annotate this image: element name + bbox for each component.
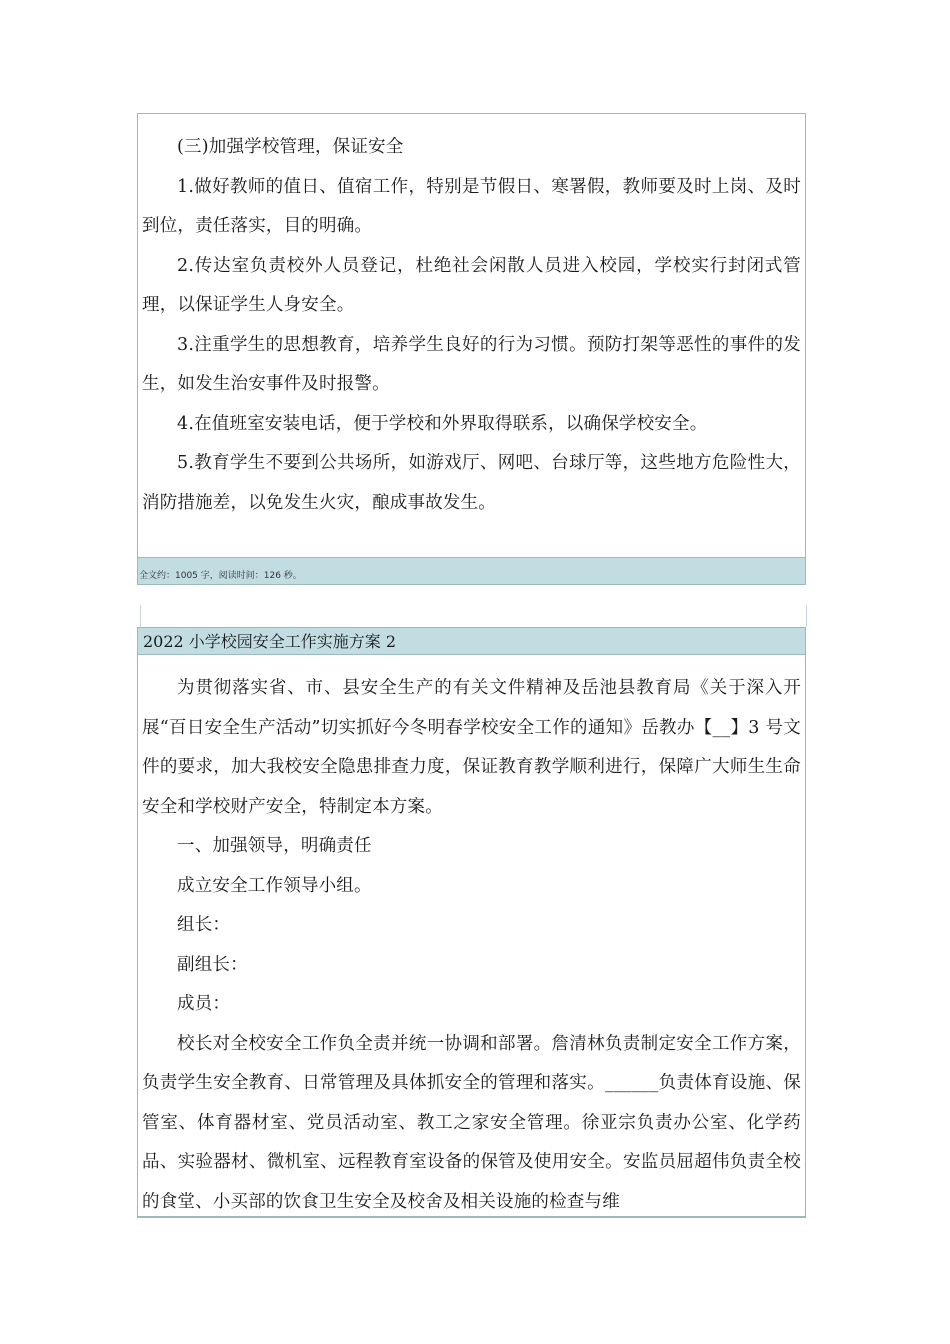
- paragraph: 校长对全校安全工作负全责并统一协调和部署。詹清林负责制定安全工作方案，负责学生安全教育、日常管理及具体抓安全的管理和落实。______负责体育设施、保管室、体育器材室、党员活动室、教工之家安全管理。徐亚宗负责办公室、化学药品、实验器材、微机室、远程教育室设备的保管及使用安全。安监员屈超伟负责全校的食堂、小买部的饮食卫生安全及校舍及相关设施的检查与维: [142, 1033, 801, 1212]
- paragraph: 4.在值班室安装电话，便于学校和外界取得联系，以确保学校安全。: [177, 413, 708, 434]
- document-page-section-1: [137, 113, 806, 585]
- document-page-section-2: [137, 627, 806, 1218]
- paragraph: 组长：: [177, 915, 231, 935]
- section-1-body: [138, 114, 805, 523]
- divider: [140, 605, 141, 627]
- reading-stats-text: 全文约：1005 字，阅读时间：126 秒。: [139, 571, 302, 581]
- paragraph: 一、加强领导，明确责任: [177, 836, 372, 856]
- section-title: 2022 小学校园安全工作实施方案 2: [138, 628, 805, 655]
- divider: [806, 605, 807, 627]
- paragraph: 1.做好教师的值日、值宿工作，特别是节假日、寒署假，教师要及时上岗、及时到位，责任落实，目的明确。: [142, 176, 801, 236]
- reading-stats-bar: [138, 557, 805, 584]
- paragraph: 成立安全工作领导小组。: [177, 875, 372, 896]
- paragraph: 成员：: [177, 994, 231, 1014]
- section-2-body: [138, 655, 805, 1222]
- paragraph: 为贯彻落实省、市、县安全生产的有关文件精神及岳池县教育局《关于深入开展“百日安全生产活动”切实抓好今冬明春学校安全工作的通知》岳教办【__】3 号文件的要求，加大我校安全隐患排查力度，保证教育教学顺利进行，保障广大师生生命安全和学校财产安全，特制定本方案。: [142, 678, 801, 817]
- paragraph: 3.注重学生的思想教育，培养学生良好的行为习惯。预防打架等恶性的事件的发生，如发生治安事件及时报警。: [142, 334, 801, 394]
- paragraph: (三)加强学校管理，保证安全: [177, 137, 404, 157]
- paragraph: 副组长：: [177, 954, 248, 975]
- paragraph: 2.传达室负责校外人员登记，杜绝社会闲散人员进入校园，学校实行封闭式管理，以保证学生人身安全。: [142, 255, 801, 315]
- paragraph: 5.教育学生不要到公共场所，如游戏厅、网吧、台球厅等，这些地方危险性大，消防措施差，以免发生火灾，酿成事故发生。: [142, 453, 801, 513]
